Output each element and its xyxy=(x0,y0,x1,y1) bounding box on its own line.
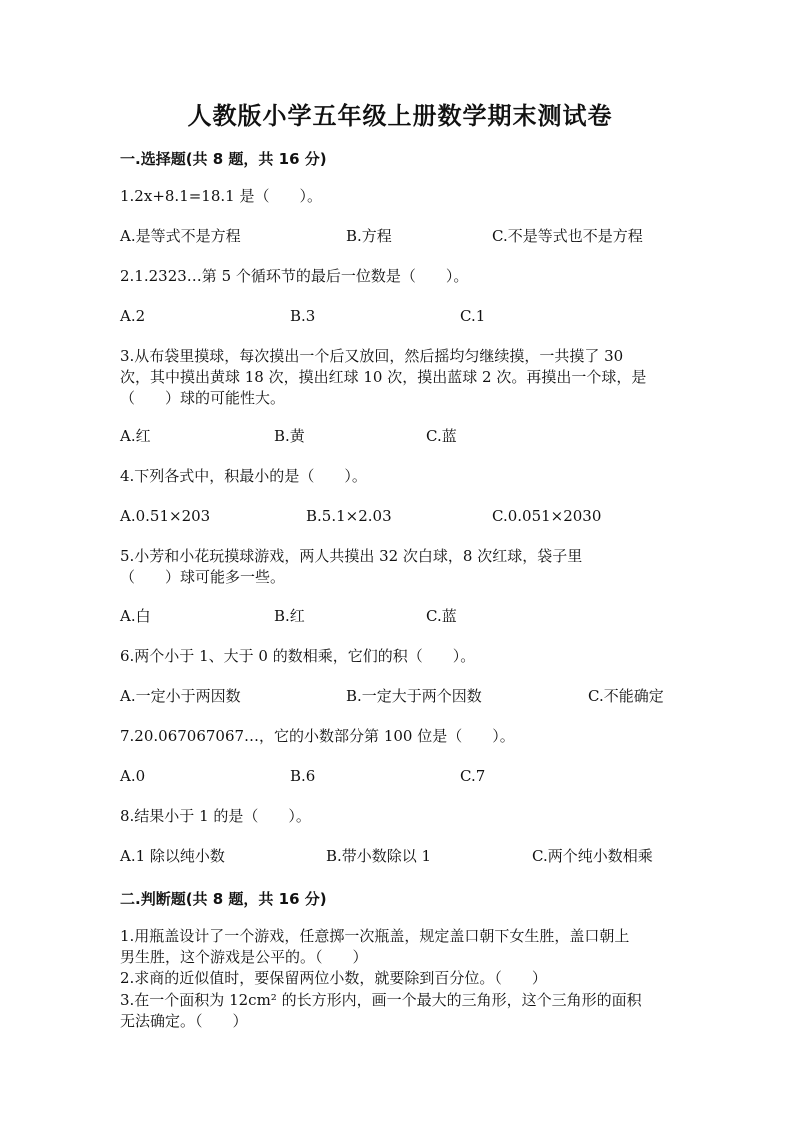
question-1-option-b: B.方程 xyxy=(346,227,392,245)
question-7-stem: 7.20.067067067…，它的小数部分第 100 位是（ ）。 xyxy=(120,727,515,745)
question-5-stem-line: 5.小芳和小花玩摸球游戏，两人共摸出 32 次白球，8 次红球，袋子里 xyxy=(120,547,583,565)
question-3-stem xyxy=(120,346,680,409)
question-6-stem: 6.两个小于 1、大于 0 的数相乘，它们的积（ ）。 xyxy=(120,647,476,665)
question-5-option-a: A.白 xyxy=(120,607,151,625)
judgment-item-line: 1.用瓶盖设计了一个游戏，任意掷一次瓶盖，规定盖口朝下女生胜，盖口朝上 xyxy=(120,927,630,945)
judgment-item-line: 2.求商的近似值时，要保留两位小数，就要除到百分位。（ ） xyxy=(120,969,547,987)
question-7-option-b: B.6 xyxy=(290,767,316,785)
question-8-option-c: C.两个纯小数相乘 xyxy=(532,847,653,865)
question-8-option-a: A.1 除以纯小数 xyxy=(120,847,225,865)
question-2-option-b: B.3 xyxy=(290,307,316,325)
question-5-stem-line: （ ）球可能多一些。 xyxy=(120,568,286,586)
question-4-option-c: C.0.051×2030 xyxy=(492,507,602,525)
judgment-item-line: 无法确定。（ ） xyxy=(120,1012,248,1030)
question-3-stem-line: 3.从布袋里摸球，每次摸出一个后又放回，然后摇均匀继续摸，一共摸了 30 xyxy=(120,347,624,365)
question-6-option-c: C.不能确定 xyxy=(588,687,664,705)
question-2-stem: 2.1.2323…第 5 个循环节的最后一位数是（ ）。 xyxy=(120,267,469,285)
question-6-option-b: B.一定大于两个因数 xyxy=(346,687,482,705)
judgment-item-line: 3.在一个面积为 12cm² 的长方形内，画一个最大的三角形，这个三角形的面积 xyxy=(120,991,642,1009)
question-5-option-c: C.蓝 xyxy=(426,607,457,625)
question-4-option-a: A.0.51×203 xyxy=(120,507,211,525)
section-heading-judgment: 二.判断题(共 8 题，共 16 分) xyxy=(120,890,327,908)
question-4-stem: 4.下列各式中，积最小的是（ ）。 xyxy=(120,467,367,485)
judgment-item-1 xyxy=(120,926,680,968)
question-3-stem-line: 次，其中摸出黄球 18 次，摸出红球 10 次，摸出蓝球 2 次。再摸出一个球，是 xyxy=(120,368,647,386)
question-5-option-b: B.红 xyxy=(274,607,305,625)
question-3-option-b: B.黄 xyxy=(274,427,305,445)
question-3-option-c: C.蓝 xyxy=(426,427,457,445)
question-1-stem: 1.2x+8.1=18.1 是（ ）。 xyxy=(120,187,322,205)
page-title: 人教版小学五年级上册数学期末测试卷 xyxy=(187,101,613,130)
question-2-option-c: C.1 xyxy=(460,307,486,325)
question-8-stem: 8.结果小于 1 的是（ ）。 xyxy=(120,807,311,825)
question-7-option-a: A.0 xyxy=(120,767,146,785)
question-1-option-c: C.不是等式也不是方程 xyxy=(492,227,643,245)
question-7-option-c: C.7 xyxy=(460,767,486,785)
question-6-option-a: A.一定小于两因数 xyxy=(120,687,241,705)
question-2-option-a: A.2 xyxy=(120,307,146,325)
judgment-item-2 xyxy=(120,968,680,989)
judgment-item-3 xyxy=(120,990,680,1032)
judgment-item-line: 男生胜，这个游戏是公平的。（ ） xyxy=(120,948,368,966)
question-1-option-a: A.是等式不是方程 xyxy=(120,227,241,245)
question-8-option-b: B.带小数除以 1 xyxy=(326,847,432,865)
question-4-option-b: B.5.1×2.03 xyxy=(306,507,392,525)
question-3-option-a: A.红 xyxy=(120,427,151,445)
question-5-stem xyxy=(120,546,680,588)
question-3-stem-line: （ ）球的可能性大。 xyxy=(120,389,286,407)
section-heading-choice: 一.选择题(共 8 题，共 16 分) xyxy=(120,150,327,168)
